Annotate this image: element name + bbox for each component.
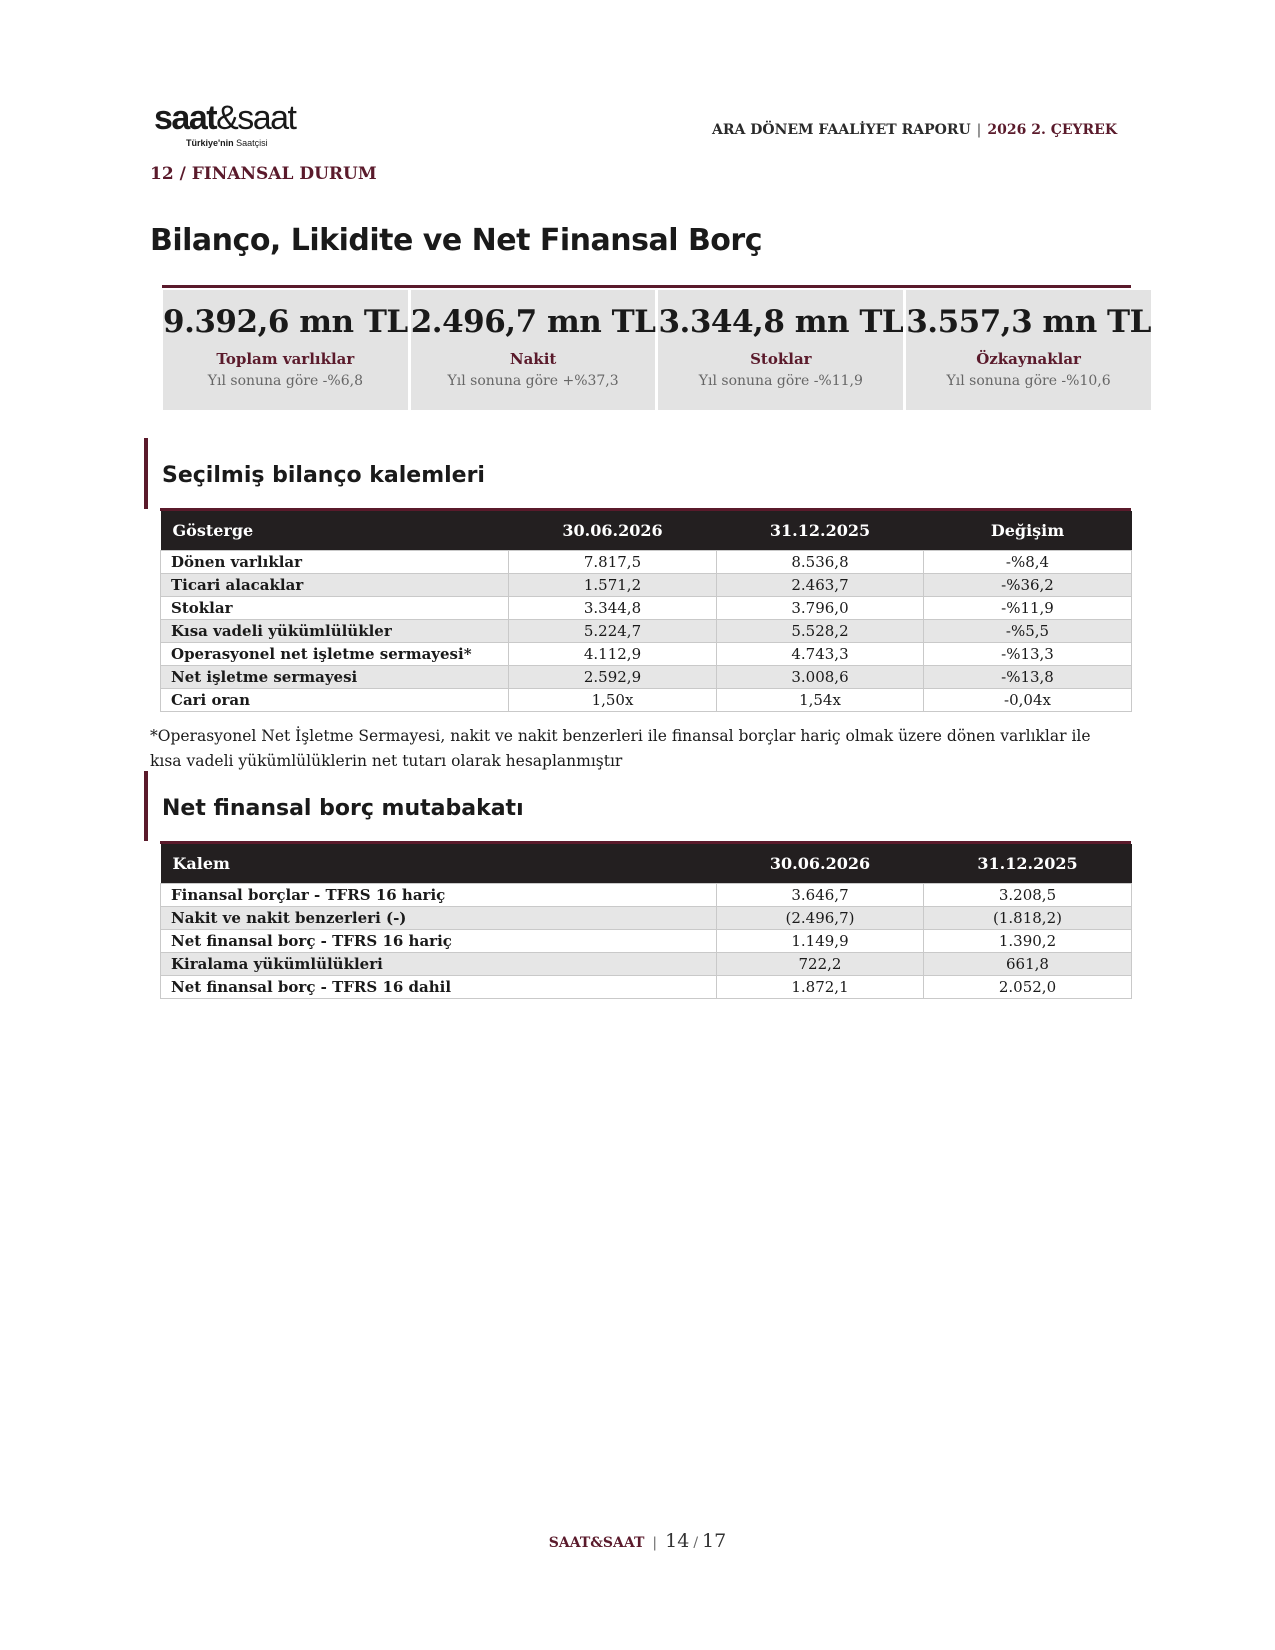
kpi-change: Yıl sonuna göre -%6,8 <box>207 373 363 389</box>
section-accent-bar <box>144 771 148 841</box>
page-footer <box>0 1530 1275 1552</box>
row-label: Dönen varlıklar <box>161 551 509 574</box>
cell-value: -%11,9 <box>924 597 1132 620</box>
cell-value: 2.592,9 <box>509 666 717 689</box>
cell-value: 722,2 <box>717 953 924 976</box>
kpi-accent-bar <box>162 285 1131 288</box>
cell-value: 1.571,2 <box>509 574 717 597</box>
cell-value: 8.536,8 <box>717 551 924 574</box>
row-label: Finansal borçlar - TFRS 16 hariç <box>161 884 717 907</box>
report-title: ARA DÖNEM FAALİYET RAPORU <box>712 122 971 138</box>
table-row <box>161 551 1132 574</box>
cell-value: -%13,8 <box>924 666 1132 689</box>
logo-wordmark-rest: &saat <box>216 99 296 137</box>
logo-tagline-bold: Türkiye'nin <box>186 138 234 148</box>
kpi-value: 9.392,6 mn TL <box>163 304 408 340</box>
table-row <box>161 953 1132 976</box>
cell-value: 1.872,1 <box>717 976 924 999</box>
net-debt-table <box>160 844 1132 999</box>
kpi-tile-cash <box>411 290 656 410</box>
cell-value: 3.796,0 <box>717 597 924 620</box>
page-number-slash: / <box>693 1535 699 1551</box>
kpi-label: Toplam varlıklar <box>216 350 355 368</box>
logo-tagline <box>186 138 314 148</box>
table-header-row <box>161 511 1132 551</box>
kpi-tile-equity <box>906 290 1151 410</box>
cell-value: -%36,2 <box>924 574 1132 597</box>
kpi-change: Yıl sonuna göre -%10,6 <box>946 373 1111 389</box>
table-header-row <box>161 844 1132 884</box>
net-debt-table-wrapper <box>160 841 1131 999</box>
table-row <box>161 597 1132 620</box>
footer-brand: SAAT&SAAT <box>548 1535 645 1551</box>
table-row <box>161 884 1132 907</box>
report-header-separator: | <box>976 122 982 138</box>
footnote: *Operasyonel Net İşletme Sermayesi, nakit ve nakit benzerleri ile finansal borçlar hariç olmak üzere dönen varlıklar ile kısa vadeli yükümlülüklerin net tutarı olarak hesaplanmıştır <box>150 727 1091 770</box>
column-header: 31.12.2025 <box>924 844 1132 884</box>
row-label: Kısa vadeli yükümlülükler <box>161 620 509 643</box>
cell-value: 3.344,8 <box>509 597 717 620</box>
cell-value: 3.646,7 <box>717 884 924 907</box>
kpi-value: 3.557,3 mn TL <box>906 304 1151 340</box>
row-label: Stoklar <box>161 597 509 620</box>
cell-value: -0,04x <box>924 689 1132 712</box>
cell-value: 2.052,0 <box>924 976 1132 999</box>
column-header: Kalem <box>161 844 717 884</box>
report-period: 2026 2. ÇEYREK <box>987 122 1117 138</box>
table-row <box>161 666 1132 689</box>
row-label: Cari oran <box>161 689 509 712</box>
table-row <box>161 620 1132 643</box>
cell-value: 3.008,6 <box>717 666 924 689</box>
cell-value: 1,54x <box>717 689 924 712</box>
column-header: 30.06.2026 <box>717 844 924 884</box>
column-header: Gösterge <box>161 511 509 551</box>
net-debt-section-title: Net finansal borç mutabakatı <box>162 796 524 821</box>
kpi-label: Nakit <box>509 350 557 368</box>
cell-value: 1.390,2 <box>924 930 1132 953</box>
cell-value: (2.496,7) <box>717 907 924 930</box>
table-row <box>161 643 1132 666</box>
table-row <box>161 574 1132 597</box>
balance-section-title: Seçilmiş bilanço kalemleri <box>162 463 485 488</box>
cell-value: 1,50x <box>509 689 717 712</box>
cell-value: 5.528,2 <box>717 620 924 643</box>
table-row <box>161 976 1132 999</box>
kpi-value: 3.344,8 mn TL <box>658 304 904 340</box>
row-label: Nakit ve nakit benzerleri (-) <box>161 907 717 930</box>
balance-table-wrapper <box>160 508 1131 712</box>
kpi-value: 2.496,7 mn TL <box>410 304 656 340</box>
kpi-label: Özkaynaklar <box>976 350 1081 368</box>
row-label: Operasyonel net işletme sermayesi* <box>161 643 509 666</box>
cell-value: 4.112,9 <box>509 643 717 666</box>
page-number: 14 <box>665 1530 690 1552</box>
logo-wordmark-bold: saat <box>154 99 217 137</box>
column-header: 30.06.2026 <box>509 511 717 551</box>
report-header <box>712 122 1117 138</box>
kpi-row <box>163 290 1151 410</box>
kpi-label: Stoklar <box>750 350 812 368</box>
logo-tagline-rest: Saatçisi <box>233 138 268 148</box>
kpi-tile-inventory <box>658 290 903 410</box>
cell-value: 4.743,3 <box>717 643 924 666</box>
balance-table <box>160 511 1132 712</box>
kpi-tile-total-assets <box>163 290 408 410</box>
kpi-change: Yıl sonuna göre -%11,9 <box>698 373 863 389</box>
cell-value: 3.208,5 <box>924 884 1132 907</box>
table-row <box>161 689 1132 712</box>
section-code: 12 / FINANSAL DURUM <box>150 164 377 184</box>
column-header: Değişim <box>924 511 1132 551</box>
row-label: Net finansal borç - TFRS 16 hariç <box>161 930 717 953</box>
cell-value: 1.149,9 <box>717 930 924 953</box>
table-row <box>161 907 1132 930</box>
cell-value: 5.224,7 <box>509 620 717 643</box>
cell-value: -%5,5 <box>924 620 1132 643</box>
footer-separator: | <box>652 1535 658 1551</box>
column-header: 31.12.2025 <box>717 511 924 551</box>
page-total: 17 <box>702 1530 727 1552</box>
row-label: Kiralama yükümlülükleri <box>161 953 717 976</box>
row-label: Net finansal borç - TFRS 16 dahil <box>161 976 717 999</box>
row-label: Ticari alacaklar <box>161 574 509 597</box>
section-accent-bar <box>144 438 148 509</box>
cell-value: 2.463,7 <box>717 574 924 597</box>
cell-value: -%8,4 <box>924 551 1132 574</box>
kpi-change: Yıl sonuna göre +%37,3 <box>447 373 619 389</box>
company-logo <box>154 100 314 148</box>
cell-value: 661,8 <box>924 953 1132 976</box>
logo-wordmark <box>154 100 314 136</box>
table-row <box>161 930 1132 953</box>
cell-value: (1.818,2) <box>924 907 1132 930</box>
cell-value: -%13,3 <box>924 643 1132 666</box>
row-label: Net işletme sermayesi <box>161 666 509 689</box>
page-title: Bilanço, Likidite ve Net Finansal Borç <box>150 223 762 258</box>
cell-value: 7.817,5 <box>509 551 717 574</box>
